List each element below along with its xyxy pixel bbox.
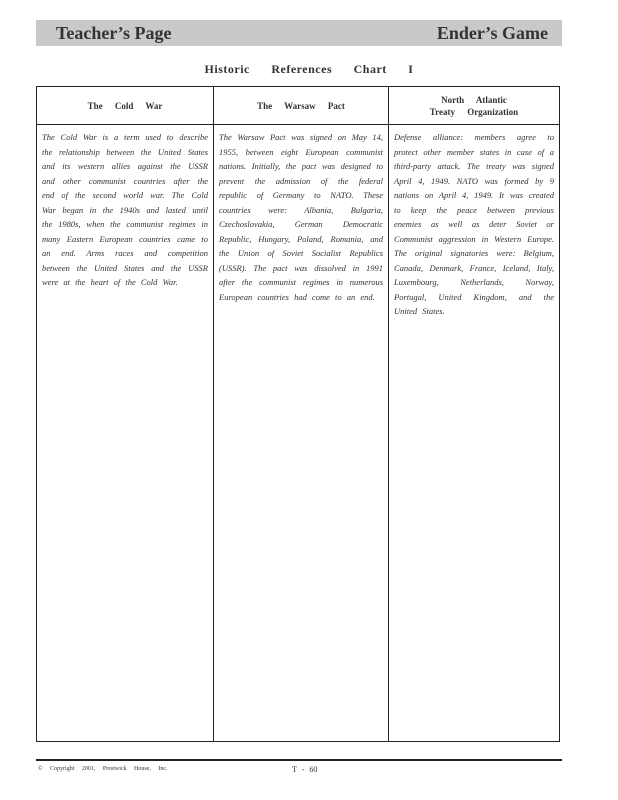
column-heading-line: Treaty Organization [429,106,519,117]
column-heading-line: North Atlantic [441,94,507,105]
column-body-text: The Warsaw Pact was signed on May 14, 1955, between eight European communist nations. Initially, the pact was designed to prevent the admission of the federal republic of Germany to NATO. These countries were: Albania, Bulgaria, Czechoslovakia, German Democratic Republic, Hungary, Poland, Romania, and the Union of Soviet Socialist Republics (USSR). The pact was dissolved in 1991 after the communist regimes in numerous European countries had come to an end. [219,132,383,302]
teacher-page-label: Teacher’s Page [56,23,172,43]
column-heading-line: The Warsaw Pact [257,100,345,111]
copyright-notice: © Copyright 2001, Prestwick House, Inc. [38,766,168,772]
column-warsaw-pact [213,87,388,741]
column-heading-line: The Cold War [87,100,163,111]
column-heading [37,87,213,125]
footer-divider [36,759,562,761]
page-number: T - 60 [292,765,318,774]
header-band [36,20,562,46]
reference-table [36,86,560,742]
book-title-label: Ender’s Game [436,23,548,43]
column-body-text: The Cold War is a term used to describe the relationship between the United States and its western allies against the USSR and other communist countries after the end of the second world war. The Cold War began in the 1940s and lasted until the 1980s, when the communist regimes in many Eastern European countries came to an end. Arms races and competition between the United States and the USSR were at the heart of the Cold War. [42,132,208,287]
column-heading [389,87,559,125]
column-cold-war [37,87,213,741]
column-body-text: Defense alliance: members agree to protect other member states in case of a third-party attack. The treaty was signed April 4, 1949. NATO was formed by 9 nations on April 4, 1949. It was created to keep the peace between previous enemies as well as deter Soviet or Communist aggression in Western Europe. The original signatories were: Belgium, Canada, Denmark, France, Iceland, Italy, Luxembourg, Netherlands, Norway, Portugal, United Kingdom, and the United States. [394,132,554,316]
column-heading [214,87,388,125]
column-nato [388,87,559,741]
chart-title: Historic References Chart I [204,62,414,76]
